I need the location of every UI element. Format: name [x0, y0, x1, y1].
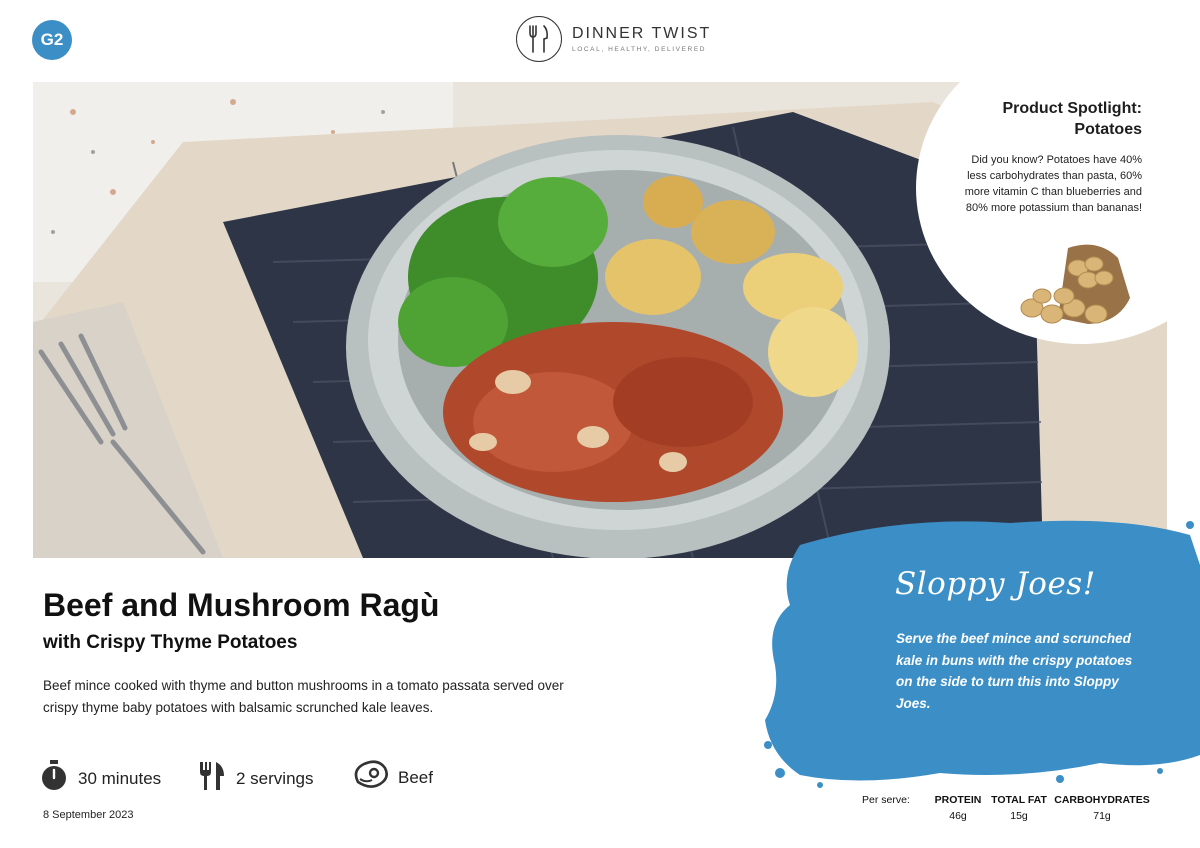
grade-badge: G2	[32, 20, 72, 60]
nutrition-fat-value: 15g	[1010, 810, 1028, 822]
brand-tagline: LOCAL, HEALTHY, DELIVERED	[572, 46, 707, 53]
spotlight-body: Did you know? Potatoes have 40% less carbohydrates than pasta, 60% more vitamin C than blueberries and 80% more potassium than bananas!	[964, 154, 1142, 214]
protein-type-label: Beef	[398, 767, 433, 787]
nutrition-protein-value: 46g	[949, 810, 967, 822]
spotlight-title-line1: Product Spotlight:	[1002, 100, 1142, 117]
stopwatch-icon	[40, 760, 68, 797]
nutrition-carbs-value: 71g	[1093, 810, 1111, 822]
nutrition-panel	[862, 794, 1154, 822]
nutrition-label: Per serve:	[862, 794, 910, 806]
recipe-title: Beef and Mushroom Ragù	[43, 587, 440, 623]
brand-logo	[516, 16, 711, 62]
nutrition-fat-name: TOTAL FAT	[991, 794, 1047, 806]
servings-label: 2 servings	[236, 768, 314, 788]
nutrition-carbs	[1050, 794, 1154, 822]
steak-icon	[352, 760, 388, 795]
fork-knife-icon	[198, 760, 226, 797]
potato-sack-image	[1018, 238, 1138, 333]
recipe-date: 8 September 2023	[43, 809, 134, 821]
cook-time	[40, 760, 161, 797]
nutrition-carbs-name: CARBOHYDRATES	[1054, 794, 1150, 806]
protein-type	[352, 760, 433, 795]
brand-name: DINNER TWIST	[572, 25, 712, 42]
recipe-description: Beef mince cooked with thyme and button mushrooms in a tomato passata served over crispy thyme baby potatoes with balsamic scrunched kale leaves.	[43, 678, 564, 715]
nutrition-fat	[988, 794, 1050, 822]
tip-title: Sloppy Joes!	[895, 566, 1096, 602]
spotlight-title-line2: Potatoes	[1074, 121, 1142, 138]
spotlight-title	[922, 98, 1142, 140]
servings	[198, 760, 313, 797]
nutrition-protein	[928, 794, 988, 822]
cook-time-label: 30 minutes	[78, 768, 162, 788]
recipe-subtitle: with Crispy Thyme Potatoes	[43, 632, 298, 653]
fork-knife-icon	[516, 16, 562, 62]
tip-body: Serve the beef mince and scrunched kale in buns with the crispy potatoes on the side to turn this into Sloppy Joes.	[896, 631, 1133, 711]
nutrition-protein-name: PROTEIN	[934, 794, 982, 806]
